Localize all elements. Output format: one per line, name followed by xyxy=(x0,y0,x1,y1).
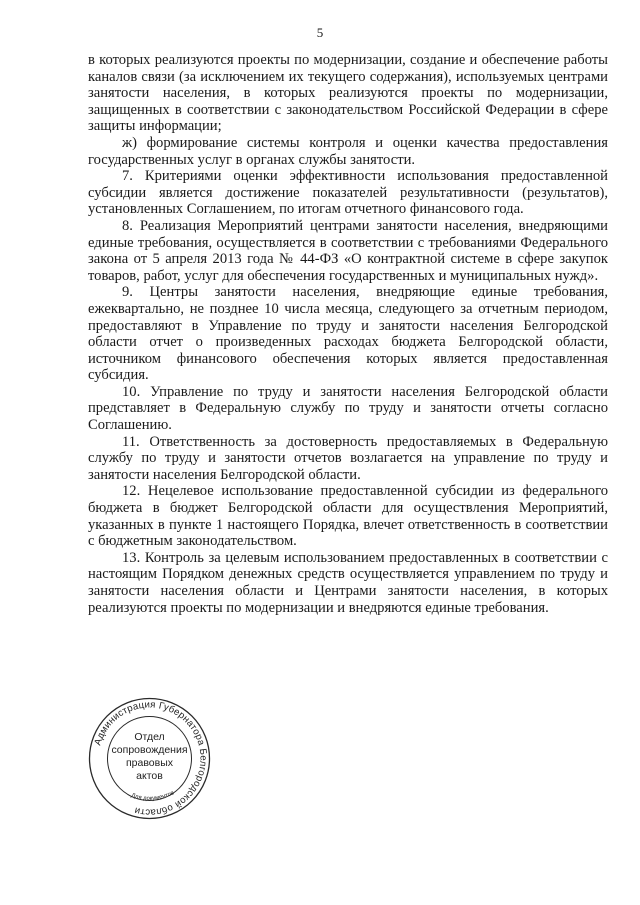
paragraph-item-zh: ж) формирование системы контроля и оценки качества предоставления государственных услуг в органах службы занятости. xyxy=(88,134,608,168)
page-number: 5 xyxy=(316,25,324,40)
paragraph-7: 7. Критериями оценки эффективности использования предоставленной субсидии является достижение показателей результативности (результатов), установленных Соглашением, по итогам отчетного финансового года. xyxy=(88,168,608,218)
stamp-ring-text: Администрация Губернатора Белгородской области xyxy=(92,699,209,818)
stamp-line-1: Отдел xyxy=(134,731,165,743)
official-stamp xyxy=(87,696,212,821)
paragraph-9: 9. Центры занятости населения, внедряющие единые требования, ежеквартально, не позднее 10 числа месяца, следующего за отчетным периодом, предоставляют в Управление по труду и занятости населения Белгородской области отчет о произведенных расходах бюджета Белгородской области, источником финансового обеспечения которых является предоставленная субсидия. xyxy=(88,284,608,384)
paragraph-13: 13. Контроль за целевым использованием предоставленных в соответствии с настоящим Порядком денежных средств осуществляется управлением по труду и занятости населения области и Центрами занятости населения, в которых реализуются проекты по модернизации и внедряются единые требования. xyxy=(88,549,608,616)
paragraph-8: 8. Реализация Мероприятий центрами занятости населения, внедряющими единые требования, осуществляется в соответствии с требованиями Федерального закона от 5 апреля 2013 года № 44-ФЗ «О контрактной системе в сфере закупок товаров, работ, услуг для обеспечения государственных и муниципальных нужд». xyxy=(88,217,608,284)
stamp-line-4: актов xyxy=(136,770,163,782)
paragraph-continuation: в которых реализуются проекты по модернизации, создание и обеспечение работы каналов связи (за исключением их текущего содержания), используемых центрами занятости населения, в которых реализуются проекты по модернизации, защищенных в соответствии с законодательством Российской Федерации в сфере защиты информации; xyxy=(88,52,608,135)
stamp-line-3: правовых xyxy=(125,757,174,769)
document-body xyxy=(88,52,608,616)
stamp-bottom-text: Для документов xyxy=(130,790,176,803)
stamp-line-2: сопровождения xyxy=(111,744,188,756)
paragraph-12: 12. Нецелевое использование предоставленной субсидии из федерального бюджета в бюджет Белгородской области для осуществления Мероприятий, указанных в пункте 1 настоящего Порядка, влечет ответственность в соответствии с бюджетным законодательством. xyxy=(88,483,608,550)
paragraph-10: 10. Управление по труду и занятости населения Белгородской области представляет в Федеральную службу по труду и занятости отчеты согласно Соглашению. xyxy=(88,383,608,434)
paragraph-11: 11. Ответственность за достоверность предоставляемых в Федеральную службу по труду и занятости отчетов возлагается на управление по труду и занятости населения Белгородской области. xyxy=(88,433,608,483)
